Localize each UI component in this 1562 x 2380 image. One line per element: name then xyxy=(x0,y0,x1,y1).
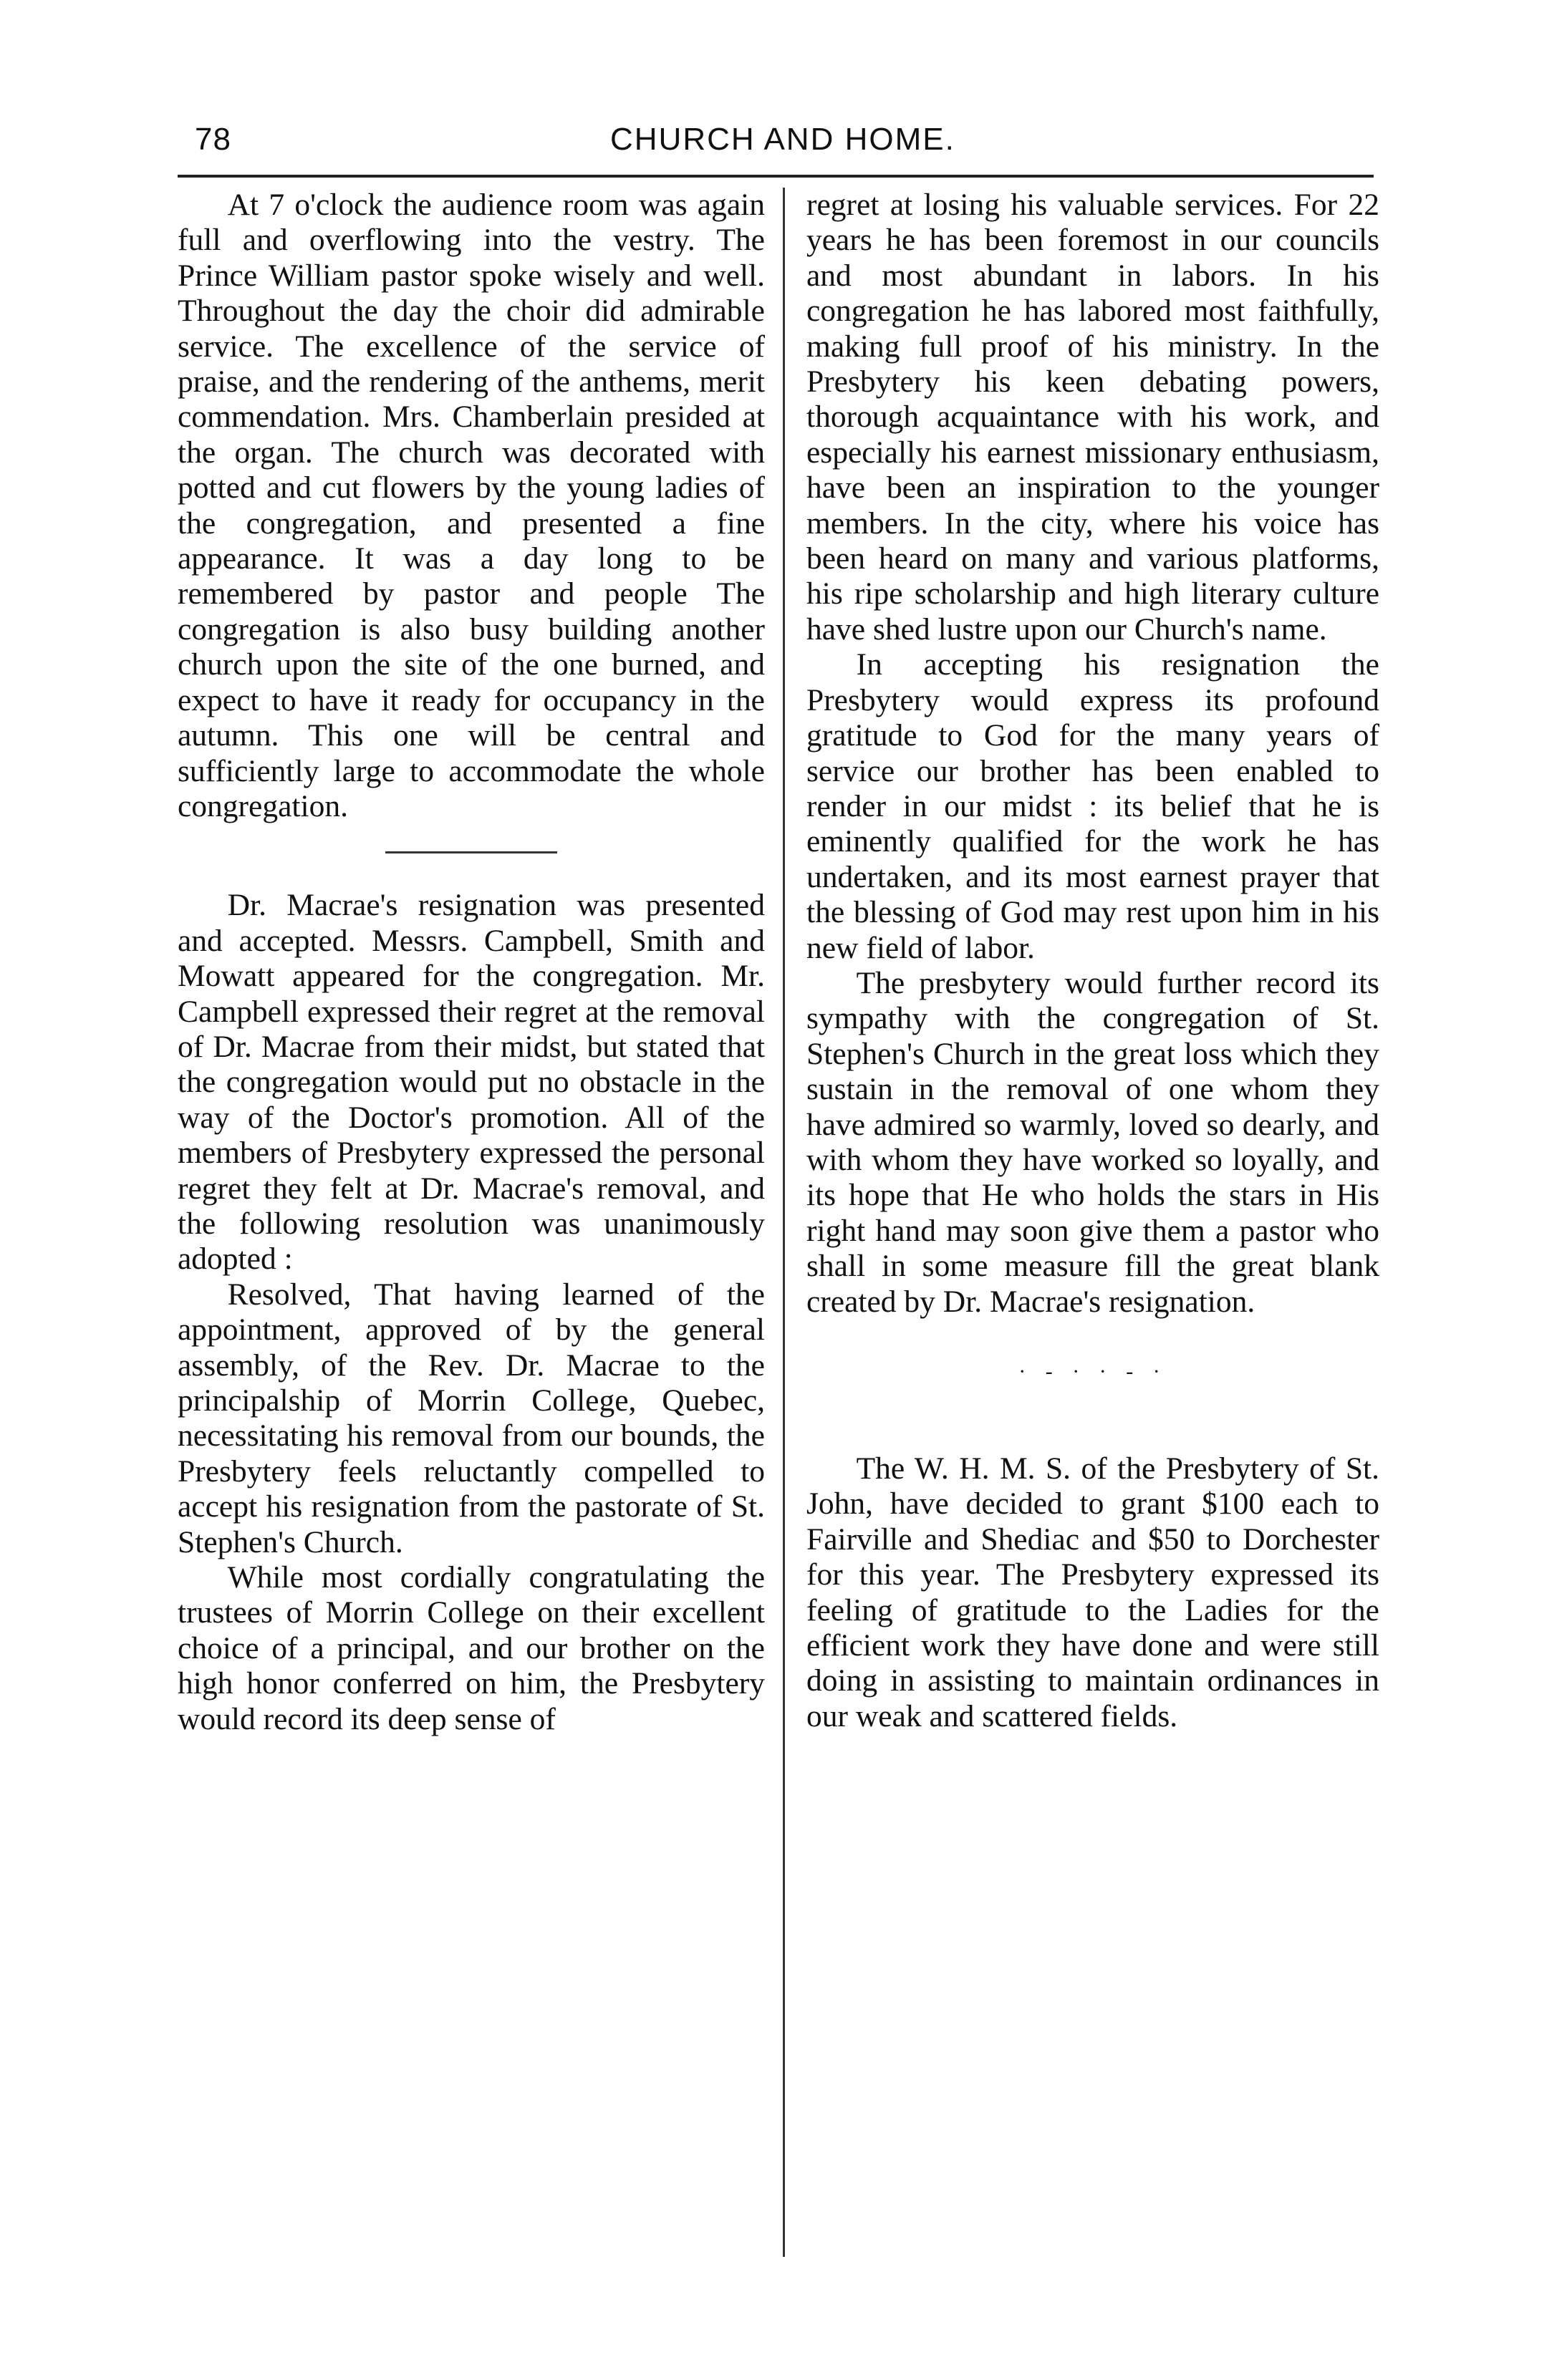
right-column xyxy=(806,188,1379,1734)
column-divider xyxy=(783,188,785,2257)
running-title: CHURCH AND HOME. xyxy=(610,122,955,157)
paragraph-resolution: Resolved, That having learned of the appointment, approved of by the general assembly, of the Rev. Dr. Macrae to the principalship of Morrin College, Quebec, necessitating his removal from our bounds, the Presbytery feels reluctantly compelled to accept his resignation from the pastorate of St. Stephen's Church. xyxy=(178,1277,765,1559)
paragraph-regret-continued: regret at losing his valuable services. For 22 years he has been foremost in our councils and most abundant in labors. In his congregation he has labored most faithfully, making full proof of his ministry. In the Presbytery his keen debating powers, thorough acquaintance with his work, and especially his earnest missionary enthusiasm, have been an inspiration to the younger members. In the city, where his voice has been heard on many and various platforms, his ripe scholarship and high literary culture have shed lustre upon our Church's name. xyxy=(806,188,1379,647)
paragraph-resignation: Dr. Macrae's resignation was presented and accepted. Messrs. Campbell, Smith and Mowatt appeared for the congregation. Mr. Campbell expressed their regret at the removal of Dr. Macrae from their midst, but stated that the congregation would put no obstacle in the way of the Doctor's promotion. All of the members of Presbytery expressed the personal regret they felt at Dr. Macrae's removal, and the following resolution was unanimously adopted : xyxy=(178,888,765,1277)
paragraph-gratitude: In accepting his resignation the Presbytery would express its profound gratitude to God for the many years of service our brother has been enabled to render in our midst : its belief that he is eminently qualified for the work he has undertaken, and its most earnest prayer that the blessing of God may rest upon him in his new field of labor. xyxy=(806,647,1379,965)
page-number: 78 xyxy=(195,122,231,157)
section-ornament: · - · · - · xyxy=(1018,1360,1167,1383)
paragraph-whms-grants: The W. H. M. S. of the Presbytery of St. John, have decided to grant $100 each to Fairville and Shediac and $50 to Dorchester for this year. The Presbytery expressed its feeling of gratitude to the Ladies for the efficient work they have done and were still doing in assisting to maintain ordinances in our weak and scattered fields. xyxy=(806,1451,1379,1733)
section-divider-rule xyxy=(385,851,557,853)
paragraph-evening-service: At 7 o'clock the audience room was again full and overflowing into the vestry. The Prince William pastor spoke wisely and well. Throughout the day the choir did admirable service. The excellence of the service of praise, and the rendering of the anthems, merit commendation. Mrs. Chamberlain presided at the organ. The church was decorated with potted and cut flowers by the young ladies of the congregation, and presented a fine appearance. It was a day long to be remembered by pastor and people The congregation is also busy building another church upon the site of the one burned, and expect to have it ready for occupancy in the autumn. This one will be central and sufficiently large to accommodate the whole congregation. xyxy=(178,188,765,823)
paragraph-congratulations: While most cordially congratulating the trustees of Morrin College on their excellent choice of a principal, and our brother on the high honor conferred on him, the Presbytery would record its deep sense of xyxy=(178,1560,765,1736)
paragraph-sympathy: The presbytery would further record its sympathy with the congregation of St. Stephen's Church in the great loss which they sustain in the removal of one whom they have admired so warmly, loved so dearly, and with whom they have worked so loyally, and its hope that He who holds the stars in His right hand may soon give them a pastor who shall in some measure fill the great blank created by Dr. Macrae's resignation. xyxy=(806,965,1379,1319)
header-rule xyxy=(178,175,1374,178)
left-column xyxy=(178,188,765,1737)
